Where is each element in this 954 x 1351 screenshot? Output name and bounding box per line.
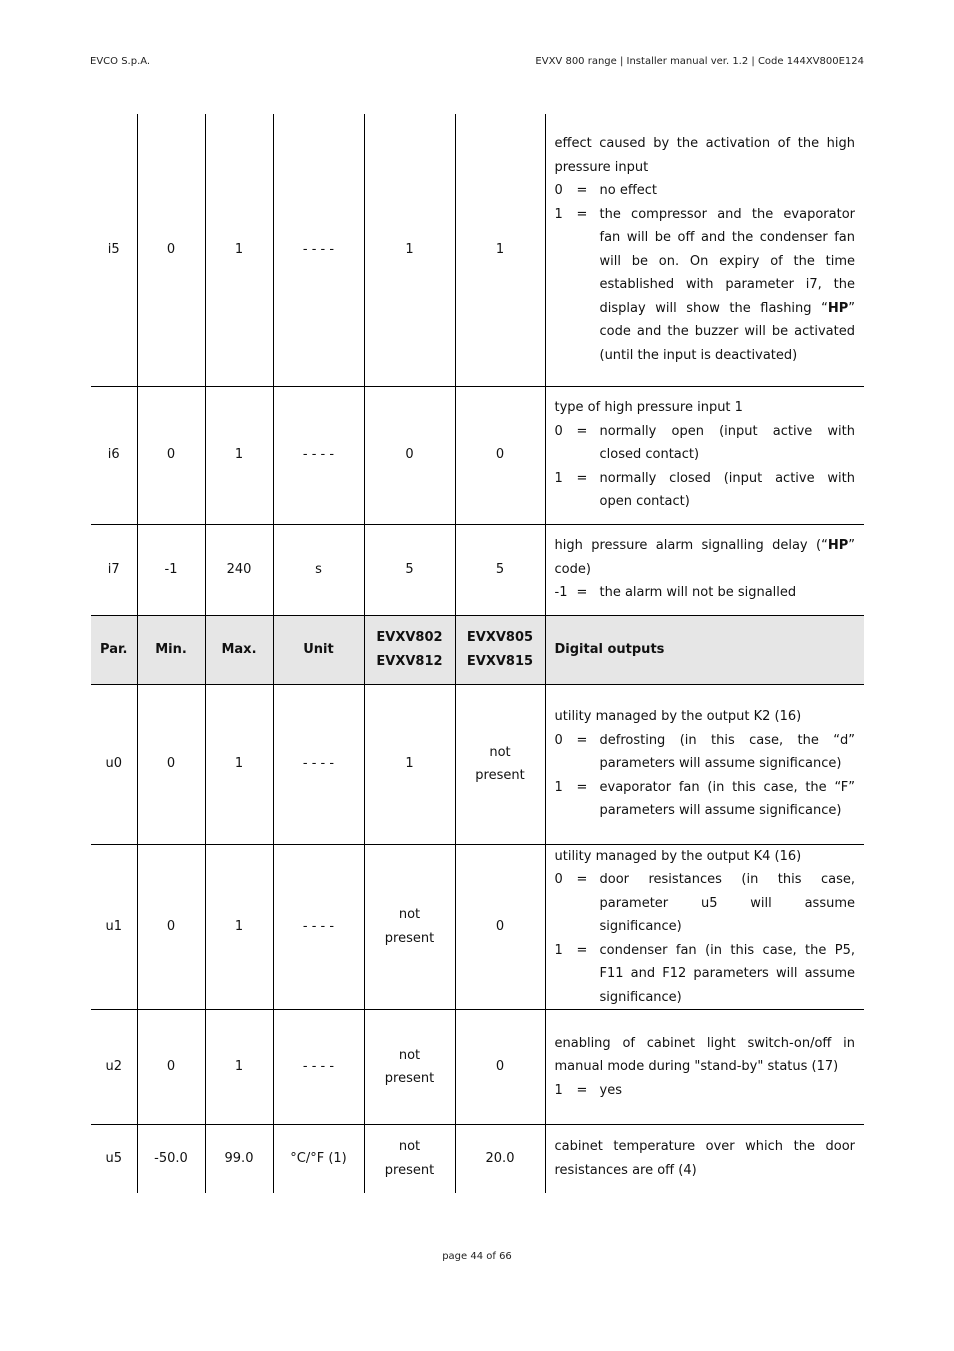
option-key: 1 <box>554 470 563 486</box>
page-number: page 44 of 66 <box>442 1251 512 1262</box>
cell-value-b: not present <box>455 684 545 844</box>
cell-value-a: not present <box>364 1125 455 1193</box>
option-item: 1 = normally closed (input active with open contact) <box>555 467 856 514</box>
option-text: the alarm will not be signalled <box>599 585 797 601</box>
cell-min: 0 <box>137 684 205 844</box>
cell-value-b: 0 <box>455 1010 545 1125</box>
cell-min: -50.0 <box>137 1125 205 1193</box>
cell-value-a: not present <box>364 1010 455 1125</box>
cell-description <box>545 1125 864 1193</box>
option-item: 1 = evaporator fan (in this case, the “F” parameters will assume significance) <box>555 776 856 823</box>
cell-par: i7 <box>91 524 137 615</box>
cell-value-a: 5 <box>364 524 455 615</box>
description-text: utility managed by the output K2 (16) <box>554 709 802 725</box>
table-row <box>91 386 864 524</box>
cell-unit: - - - - <box>273 1010 364 1125</box>
header-min: Min. <box>137 615 205 684</box>
option-key: 1 <box>554 206 563 222</box>
parameters-table <box>91 114 864 1193</box>
description-text: type of high pressure input 1 <box>554 400 743 416</box>
cell-par: u5 <box>105 1151 122 1166</box>
cell-max: 240 <box>205 524 273 615</box>
option-text: normally closed (input active with open contact) <box>599 470 855 510</box>
header-model-b: EVXV805 EVXV815 <box>455 615 545 684</box>
cell-min: 0 <box>137 844 205 1010</box>
description-text: cabinet temperature over which the door resistances are off (4) <box>554 1139 855 1178</box>
cell-max: 99.0 <box>205 1125 273 1193</box>
description-text: effect caused by the activation of the high pressure input <box>554 136 855 175</box>
option-item: 0 = defrosting (in this case, the “d” parameters will assume significance) <box>555 729 856 776</box>
header-max: Max. <box>205 615 273 684</box>
table-row <box>91 844 864 1010</box>
option-key: -1 <box>554 585 568 601</box>
cell-value-a: 0 <box>364 386 455 524</box>
cell-description <box>545 1010 864 1125</box>
option-text: the compressor and the evaporator fan will be off and the condenser fan will be on. On expiry of the time established with parameter i7, the display will show the flashing “HP” code and the buzzer will be activated (until the input is deactivated) <box>599 206 855 363</box>
header-document-info: EVXV 800 range | Installer manual ver. 1.2 | Code 144XV800E124 <box>535 56 864 67</box>
table-row <box>91 1125 864 1193</box>
cell-unit: - - - - <box>273 844 364 1010</box>
option-item: 0 = door resistances (in this case, parameter u5 will assume significance) <box>555 868 856 939</box>
cell-description <box>545 386 864 524</box>
option-key: 1 <box>554 1082 563 1098</box>
option-item: 1 = yes <box>555 1079 856 1103</box>
cell-min: 0 <box>137 1010 205 1125</box>
option-key: 0 <box>554 183 563 199</box>
option-item: 0 = no effect <box>555 179 856 203</box>
option-text: normally open (input active with closed contact) <box>599 423 855 463</box>
cell-value-a: not present <box>364 844 455 1010</box>
cell-max: 1 <box>205 1010 273 1125</box>
cell-par: u2 <box>91 1010 137 1125</box>
cell-value-b: 0 <box>455 844 545 1010</box>
option-key: 0 <box>554 732 563 748</box>
option-item: -1 = the alarm will not be signalled <box>555 581 856 605</box>
option-text: evaporator fan (in this case, the “F” parameters will assume significance) <box>599 779 855 819</box>
cell-value-b: 20.0 <box>455 1125 545 1193</box>
cell-min: -1 <box>137 524 205 615</box>
cell-par: u0 <box>91 684 137 844</box>
cell-value-a: 1 <box>364 114 455 386</box>
option-text: defrosting (in this case, the “d” parameters will assume significance) <box>599 732 855 772</box>
option-key: 0 <box>554 423 563 439</box>
section-title: Digital outputs <box>545 615 864 684</box>
cell-par: i5 <box>91 114 137 386</box>
table-row <box>91 114 864 386</box>
cell-unit: s <box>273 524 364 615</box>
option-text: no effect <box>599 183 658 199</box>
option-key: 1 <box>554 779 563 795</box>
option-key: 1 <box>554 942 563 958</box>
cell-value-a: 1 <box>364 684 455 844</box>
option-text: yes <box>599 1082 622 1098</box>
header-company: EVCO S.p.A. <box>90 56 151 67</box>
cell-value-b: 5 <box>455 524 545 615</box>
table-row <box>91 524 864 615</box>
cell-description <box>545 684 864 844</box>
option-item: 1 = condenser fan (in this case, the P5, F11 and F12 parameters will assume significance) <box>555 939 856 1010</box>
cell-unit: - - - - <box>273 386 364 524</box>
cell-par: i6 <box>91 386 137 524</box>
description-text: enabling of cabinet light switch-on/off in manual mode during "stand-by" status (17) <box>554 1035 855 1075</box>
table-row <box>91 1010 864 1125</box>
option-text: door resistances (in this case, parameter u5 will assume significance) <box>599 872 855 934</box>
cell-max: 1 <box>205 114 273 386</box>
cell-unit: - - - - <box>273 114 364 386</box>
section-header-row <box>91 615 864 684</box>
cell-description <box>545 114 864 386</box>
option-item: 0 = normally open (input active with closed contact) <box>555 420 856 467</box>
option-item: 1 = the compressor and the evaporator fan will be off and the condenser fan will be on. On expiry of the time established with parameter i7, the display will show the flashing “HP” code and the buzzer will be activated (until the input is deactivated) <box>555 203 856 368</box>
cell-max: 1 <box>205 684 273 844</box>
description-text: utility managed by the output K4 (16) <box>554 848 802 864</box>
table-row <box>91 684 864 844</box>
cell-description <box>545 524 864 615</box>
cell-value-b: 1 <box>455 114 545 386</box>
header-unit: Unit <box>273 615 364 684</box>
header-model-a: EVXV802 EVXV812 <box>364 615 455 684</box>
header-par: Par. <box>91 615 137 684</box>
cell-max: 1 <box>205 386 273 524</box>
cell-unit: °C/°F (1) <box>273 1125 364 1193</box>
cell-description <box>545 844 864 1010</box>
cell-min: 0 <box>137 114 205 386</box>
cell-max: 1 <box>205 844 273 1010</box>
cell-par: u1 <box>91 844 137 1010</box>
option-text: condenser fan (in this case, the P5, F11 and F12 parameters will assume significance) <box>599 942 855 1005</box>
description-text: high pressure alarm signalling delay (“HP” code) <box>554 538 855 577</box>
cell-min: 0 <box>137 386 205 524</box>
option-key: 0 <box>554 872 563 887</box>
cell-unit: - - - - <box>273 684 364 844</box>
cell-value-b: 0 <box>455 386 545 524</box>
